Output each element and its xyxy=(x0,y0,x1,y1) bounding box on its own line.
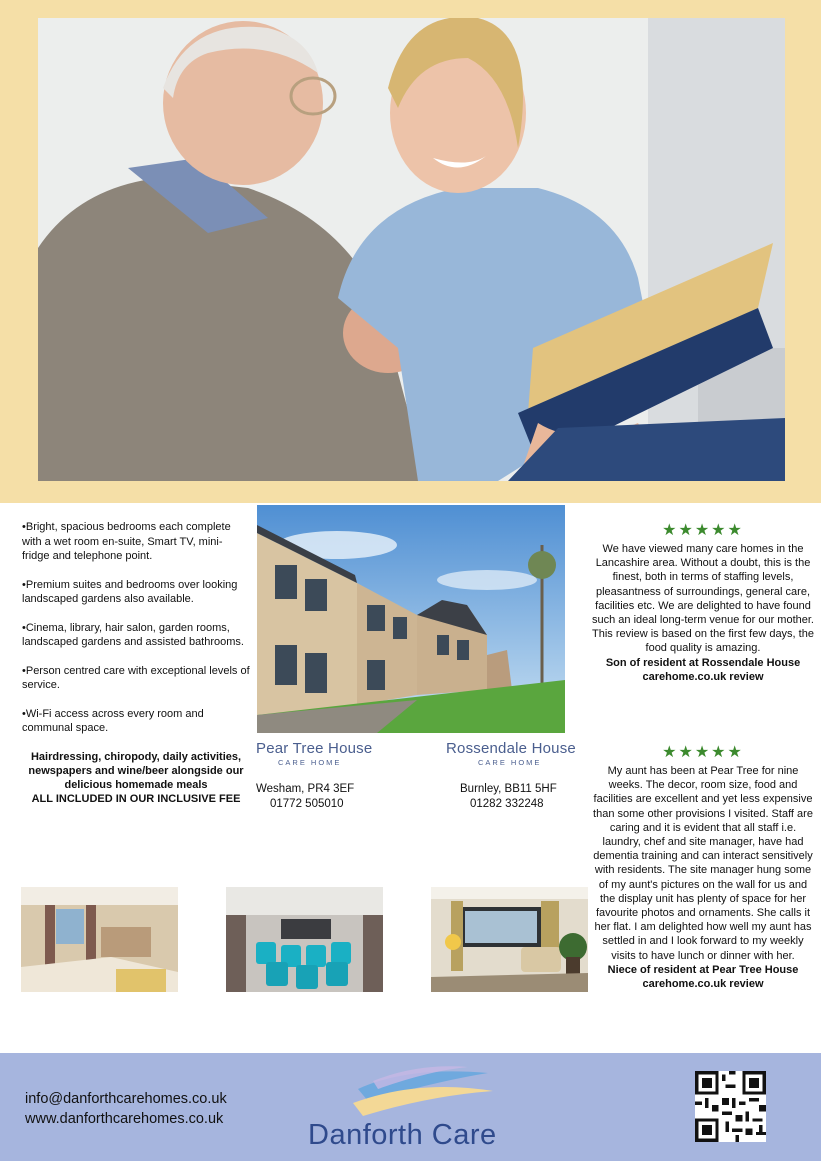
home-phone[interactable]: 01282 332248 xyxy=(470,798,544,810)
home-address: Wesham, PR4 3EF xyxy=(256,783,355,795)
review-card xyxy=(592,744,814,991)
qr-code-icon[interactable] xyxy=(695,1071,766,1142)
home-name: Pear Tree House xyxy=(256,740,373,757)
feature-bedrooms: •Bright, spacious bedrooms each complete with a wet room en-suite, Smart TV, mini-fridge and telephone point. xyxy=(22,521,231,562)
home-name: Rossendale House xyxy=(446,740,576,757)
review-text: We have viewed many care homes in the Lancashire area. Without a doubt, this is the finest, both in terms of staffing levels, pleasantness of surroundings, general care, facilities etc. We are delighted to have found such an ideal long-term venue for our mother. This review is based on the first few days, the food quality is amazing. xyxy=(592,543,814,655)
review-author: Son of resident at Rossendale House carehome.co.uk review xyxy=(605,656,801,683)
bedroom-photo xyxy=(21,887,178,992)
home-subtitle: CARE HOME xyxy=(478,758,542,767)
included-services-text: Hairdressing, chiropody, daily activities, newspapers and wine/beer alongside our delicious homemade meals xyxy=(28,750,244,791)
home-subtitle: CARE HOME xyxy=(278,758,342,767)
cinema-room-photo xyxy=(226,887,383,992)
home-phone[interactable]: 01772 505010 xyxy=(270,798,344,810)
footer xyxy=(0,1053,821,1161)
included-services xyxy=(22,750,250,806)
inclusive-fee-note: ALL INCLUDED IN OUR INCLUSIVE FEE xyxy=(31,792,241,805)
hero-band xyxy=(0,0,821,503)
review-text: My aunt has been at Pear Tree for nine weeks. The decor, room size, food and facilities are excellent and yet less expensive than some other provisions I visited. Staff are caring and it is evident that all staff i.e. laundry, chef and site manager, have had dementia training and can interact sensitively with residents. The site manager hung some of my aunt's pictures on the wall for us and the display unit has plenty of space for her favourite photos and ornaments. She calls it her flat. I am delighted how well my aunt has settled in and I look forward to my weekly visits to have lunch or dinner with her. xyxy=(593,765,813,962)
lounge-photo xyxy=(431,887,588,992)
contact-details xyxy=(25,1089,227,1129)
hero-photo-carer-and-resident xyxy=(38,18,785,481)
website-link[interactable]: www.danforthcarehomes.co.uk xyxy=(25,1111,224,1127)
feature-person-centred-care: •Person centred care with exceptional levels of service. xyxy=(22,664,250,691)
home-address: Burnley, BB11 5HF xyxy=(460,783,557,795)
home-card-rossendale xyxy=(446,741,606,812)
home-card-pear-tree xyxy=(256,741,416,812)
feature-facilities: •Cinema, library, hair salon, garden rooms, landscaped gardens and assisted bathrooms. xyxy=(22,621,244,648)
brand-name: Danforth Care xyxy=(308,1119,497,1151)
review-card xyxy=(592,522,814,684)
feature-wifi: •Wi-Fi access across every room and communal space. xyxy=(22,707,204,734)
danforth-wave-logo-icon xyxy=(348,1061,498,1121)
star-rating-icon: ★★★★★ xyxy=(662,744,744,761)
star-rating-icon: ★★★★★ xyxy=(662,522,744,539)
review-author: Niece of resident at Pear Tree House carehome.co.uk review xyxy=(607,963,799,991)
feature-premium-suites: •Premium suites and bedrooms over looking landscaped gardens also available. xyxy=(22,578,238,605)
email-link[interactable]: info@danforthcarehomes.co.uk xyxy=(25,1091,227,1107)
features-list xyxy=(22,520,250,806)
care-home-building-photo xyxy=(257,505,565,733)
